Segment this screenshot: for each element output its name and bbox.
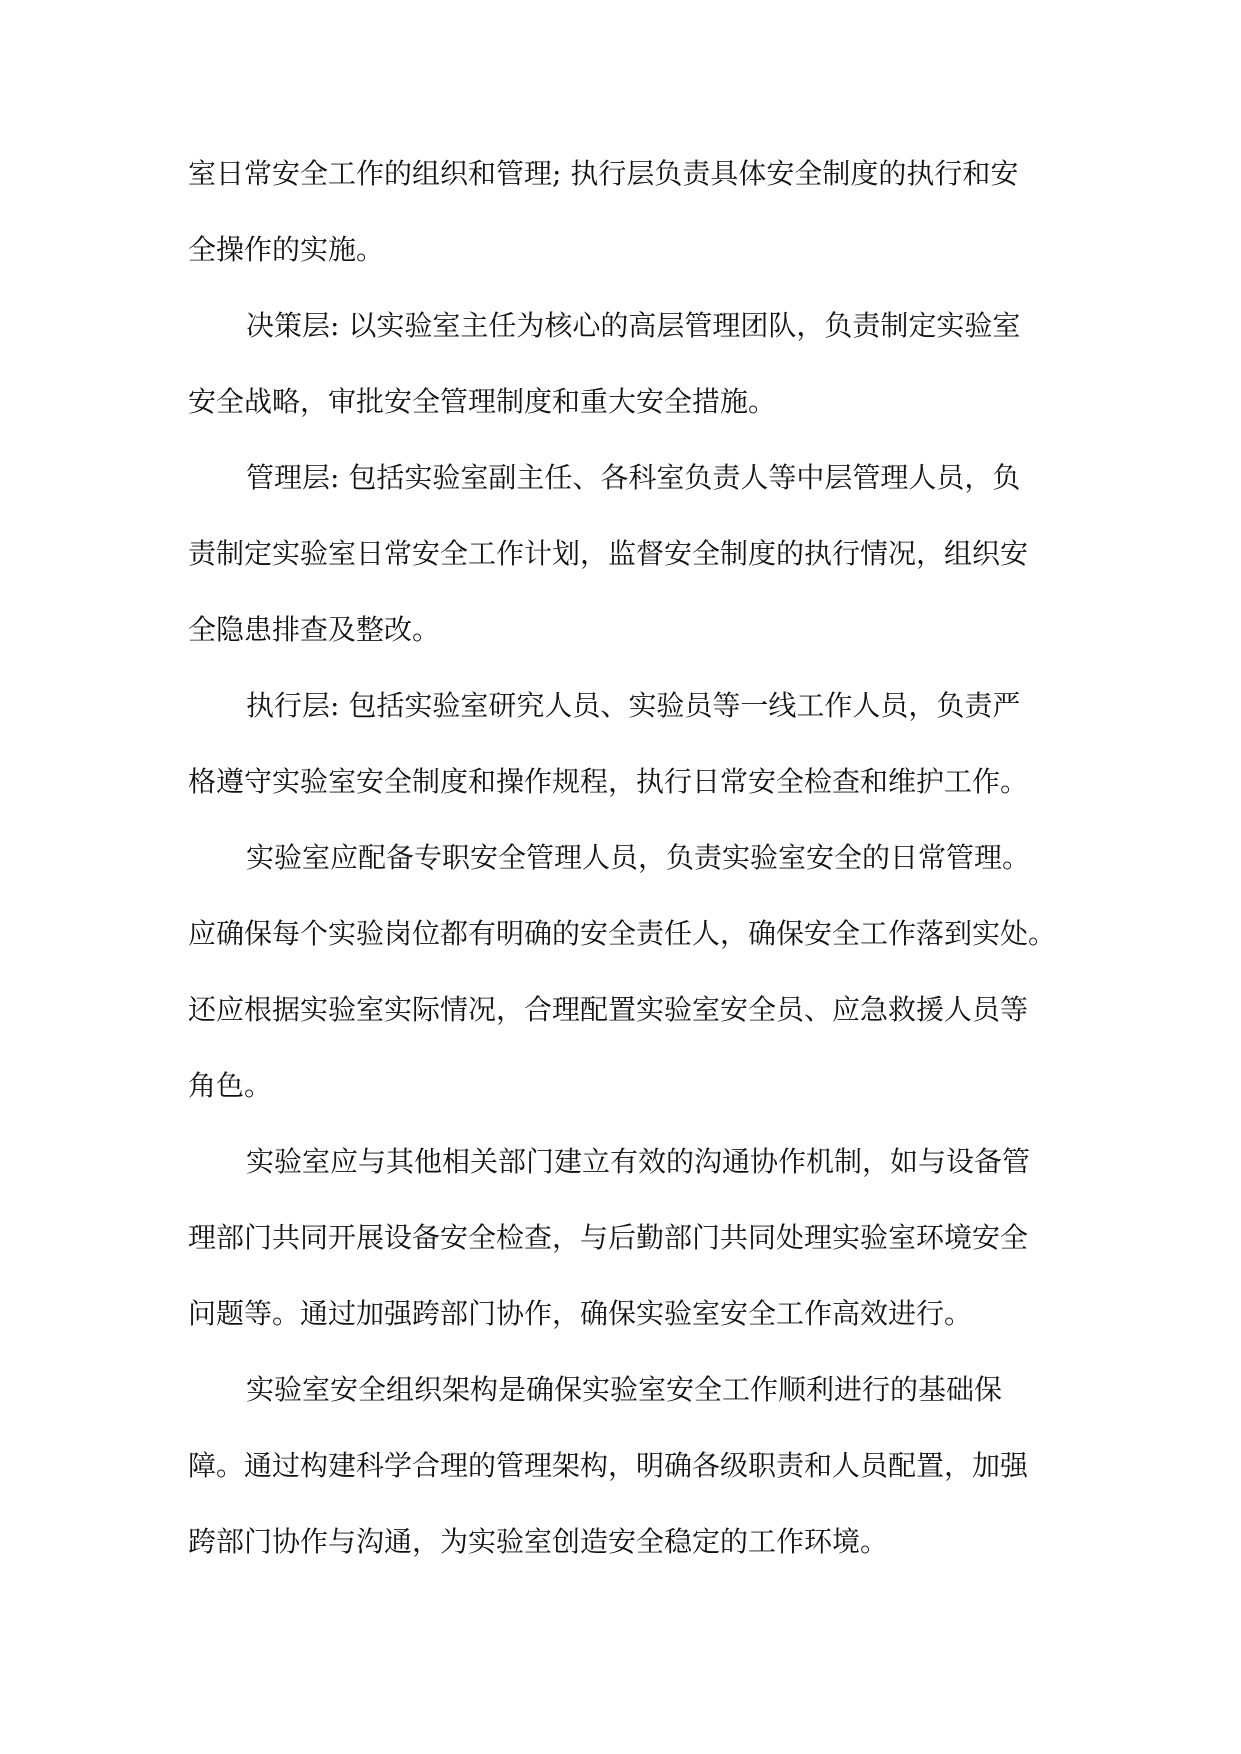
text-line: 实验室安全组织架构是确保实验室安全工作顺利进行的基础保 [246, 1373, 1003, 1406]
text-line: 实验室应配备专职安全管理人员，负责实验室安全的日常管理。 [246, 841, 1031, 874]
text-line: 障。通过构建科学合理的管理架构，明确各级职责和人员配置，加强 [188, 1449, 1029, 1482]
text-line: 还应根据实验室实际情况，合理配置实验室安全员、应急救援人员等 [188, 993, 1029, 1026]
text-line: 室日常安全工作的组织和管理; 执行层负责具体安全制度的执行和安 [188, 157, 1019, 190]
text-line: 决策层: 以实验室主任为核心的高层管理团队，负责制定实验室 [246, 309, 1021, 342]
text-line: 问题等。通过加强跨部门协作，确保实验室安全工作高效进行。 [188, 1297, 973, 1330]
text-line: 责制定实验室日常安全工作计划，监督安全制度的执行情况，组织安 [188, 537, 1029, 570]
text-line: 执行层: 包括实验室研究人员、实验员等一线工作人员，负责严 [246, 689, 1021, 722]
text-line: 理部门共同开展设备安全检查，与后勤部门共同处理实验室环境安全 [188, 1221, 1029, 1254]
document-body [188, 136, 1060, 1580]
text-line: 格遵守实验室安全制度和操作规程，执行日常安全检查和维护工作。 [188, 765, 1029, 798]
text-line: 管理层: 包括实验室副主任、各科室负责人等中层管理人员，负 [246, 461, 1021, 494]
text-line: 安全战略，审批安全管理制度和重大安全措施。 [188, 385, 777, 418]
text-line: 全隐患排查及整改。 [188, 613, 441, 646]
text-line: 角色。 [188, 1069, 273, 1102]
text-line: 跨部门协作与沟通，为实验室创造安全稳定的工作环境。 [188, 1525, 889, 1558]
text-line: 全操作的实施。 [188, 233, 385, 266]
text-line: 应确保每个实验岗位都有明确的安全责任人，确保安全工作落到实处。 [188, 917, 1057, 950]
text-line: 实验室应与其他相关部门建立有效的沟通协作机制，如与设备管 [246, 1145, 1031, 1178]
